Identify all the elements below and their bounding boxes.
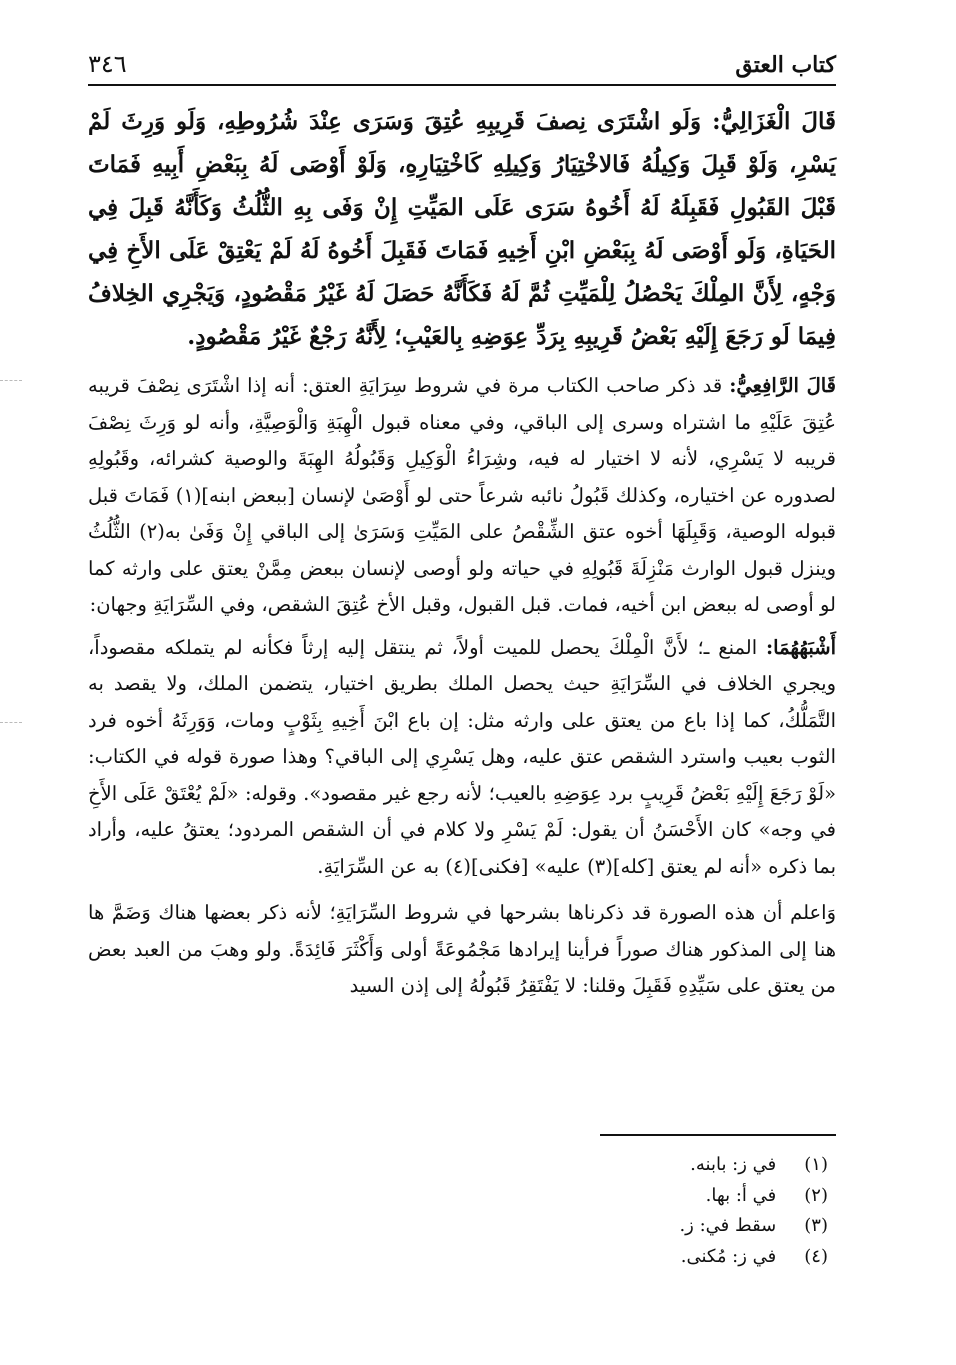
page-number: ٣٤٦	[88, 50, 127, 78]
page-header	[88, 38, 836, 86]
rafii-text: قد ذكر صاحب الكتاب مرة في شروط سِرَايَةِ العتق: أنه إذا اشْتَرَى نِصْفَ قريبه عُتِقَ عَلَيْهِ ما اشتراه وسرى إلى الباقي، وفي معناه قبول الْهِبَةِ وَالْوَصِيَّةِ، وأنه لو وَرِثَ نِصْفَ قريبه لا يَسْرِي، لأنه لا اختيار له فيه، وشِرَاءُ الْوَكِيلِ وَقَبُولُهُ الهِبَةَ والوصية كشرائه، وقَبُولِهِ لصدوره عن اختياره، وكذلك قَبُولُ نائبه شرعاً حتى لو أَوْصَىٰ لإنسان [ببعض ابنه](١) فَمَاتَ قبل قبوله الوصية، وَقَبِلَهَا أخوه عتق الشِّقْصُ على المَيِّتِ وَسَرَىٰ إلى الباقي إِنْ وَفَىٰ به(٢) الثُّلُثُ وينزل قبول الوارث مَنْزِلَةَ قَبُولِهِ في حياته ولو أوصى لإنسان ببعض مِمَّنْ يعتق على وارثه كما لو أوصى له ببعض ابن أخيه، فمات. قبل القبول، وقبل الأخ عُتِقَ الشقص، وفي السِّرَايَةِ وجهان:	[88, 374, 836, 616]
footnote-number: (٤)	[804, 1245, 828, 1267]
page-body	[88, 100, 836, 1011]
footnote-text: سقط في: ز.	[679, 1215, 777, 1236]
footnotes	[468, 1150, 828, 1272]
footnote-number: (١)	[804, 1154, 828, 1175]
ashbahuhuma-paragraph	[88, 630, 836, 886]
closing-paragraph: وَاعلم أن هذه الصورة قد ذكرناها بشرحها في شروط السِّرَايَةِ؛ لأنه ذكر بعضها هناك وَضَمَّ ها هنا إلى المذكور هناك صوراً فرأينا إيرادها مَجْمُوعَةً أولى وَأَكْثَرَ فَائِدَةً. ولو وهبَ من العبد بعض من يعتق على سَيِّدِهِ فَقَبِلَ وقلنا: لا يَفْتَقِرُ قَبُولُهُ إلى إذن السيد	[88, 901, 836, 997]
ashbahuhuma-text: المنع ـ؛ لأَنَّ الْمِلْكَ يحصل للميت أولاً، ثم ينتقل إليه إرثاً فكأنه لم يتملكه مقصوداً، ويجري الخلاف في السِّرَايَةِ حيث يحصل الملك بطريق اختيار، يتضمن الملك، ولا يقصد به التَّمَلُّكُ، كما إذا باع من يعتق على وارثه مثل: إن باع ابْنَ أَخِيهِ بِثَوْبٍ ومات، وَوَرِثَهُ أخوه فرد الثوب بعيب واسترد الشقص عتق عليه، وهل يَسْرِي إلى الباقي؟ وهذا صورة قوله في الكتاب: «لَوْ رَجَعَ إِلَيْهِ بَعْضُ قَرِيبٍ برد عِوَضِهِ بالعيب؛ لأنه رجع غير مقصود». وقوله: «لَمْ يُعْتَقْ عَلَى الأَخِ في وجه» كان الأَحْسَنُ أن يقول: لَمْ يَسْرِ ولا كلام في أن الشقص المردود؛ يعتقُ عليه، وأراد بما ذكره «أنه لم يعتق [كله](٣) عليه» [فكنى](٤) به عن السِّرَايَةِ.	[88, 635, 836, 878]
footnote-number: (٢)	[804, 1184, 828, 1206]
footnote-separator	[600, 1134, 836, 1136]
footnote-item	[468, 1211, 828, 1242]
footnote-item	[468, 1150, 828, 1181]
rafii-commentary-paragraph	[88, 368, 836, 624]
ghazali-text-paragraph: قَالَ الْغَزَالِيُّ: وَلَو اشْتَرَى نِصفَ قَرِيبِهِ عُتِقَ وَسَرَى عِنْدَ شُرُوطِهِ، وَلَو وَرِثَ لَمْ يَسْرِ، وَلَوْ قَبِلَ وَكِيلُهُ فَالاخْتِيَارُ وَكِيلِهِ كَاخْتِيَارِهِ، وَلَوْ أَوْصَى لَهُ بِبَعْضِ أَبِيهِ فَمَاتَ قَبْلَ القَبُولِ فَقَبِلَهُ لَهُ أَخُوهُ سَرَى عَلَى المَيِّتِ إِنْ وَفَى بِهِ الثُّلُثُ وَكَأَنَّهُ قَبِلَ فِي الحَيَاةِ، وَلَو أَوْصَى لَهُ بِبَعْضِ ابْنِ أَخِيهِ فَمَاتَ فَقَبِلَ أَخُوهُ لَهُ لَمْ يَعْتِقْ عَلَى الأَخِ فِي وَجْهٍ، لِأَنَّ المِلْكَ يَحْصُلُ لِلْمَيِّتِ ثُمَّ لَهُ فَكَأَنَّهُ حَصَلَ لَهُ غَيْرُ مَقْصُودٍ، وَيَجْرِي الخِلافُ فِيمَا لَو رَجَعَ إِلَيْهِ بَعْضُ قَرِيبِهِ بِرَدِّ عِوَضِهِ بِالعَيْبِ؛ لِأَنَّهُ رَجْعٌ غَيْرُ مَقْصُودٍ.	[88, 108, 836, 350]
book-title: كتاب العتق	[735, 52, 836, 78]
scan-edge-mark	[0, 380, 22, 381]
footnote-item	[468, 1181, 828, 1212]
footnote-item	[468, 1242, 828, 1273]
ashbahuhuma-lead: أَشْبَهُهُمَا:	[765, 635, 836, 659]
footnote-text: في ز: مُكنى.	[680, 1245, 777, 1267]
footnote-text: في أ: بها.	[705, 1184, 777, 1206]
footnote-text: في ز: بابنه.	[690, 1154, 777, 1175]
footnote-number: (٣)	[804, 1215, 828, 1236]
rafii-lead: قَالَ الرَّافِعِيُّ:	[729, 374, 837, 397]
scan-edge-mark	[0, 722, 22, 723]
